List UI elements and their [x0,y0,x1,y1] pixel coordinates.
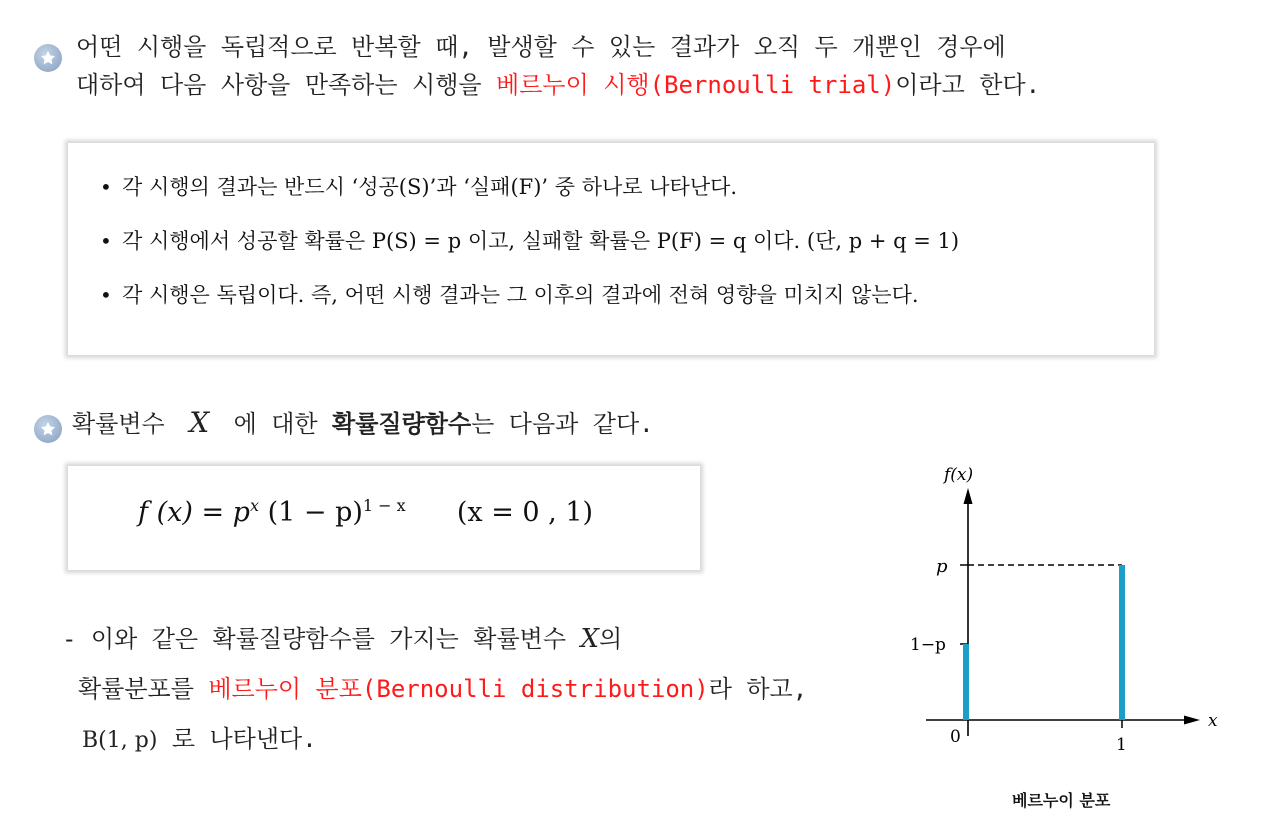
note-line-3 [62,714,807,766]
intro-text [76,28,1040,104]
pmf-term: 확률질량함수 [332,410,472,438]
pmf-heading [72,404,654,443]
note-line-2-post: 라 하고, [708,675,808,703]
intro-line-2 [76,66,1040,104]
note-line-2 [62,664,807,714]
star-bullet-icon [34,415,62,443]
intro-line-2-post: 이라고 한다. [895,71,1041,99]
pmf-heading-post: 는 다음과 같다. [471,410,654,438]
note-line-3-post: 로 나타낸다. [157,725,317,753]
pmf-heading-pre: 확률변수 [72,410,180,438]
bernoulli-distribution-term: 베르누이 분포(Bernoulli distribution) [208,675,709,703]
note-line-1-pre: - 이와 같은 확률질량함수를 가지는 확률변수 [62,625,581,653]
y-tick-label-p: p [936,556,948,577]
note-line-1-post: 의 [598,625,623,653]
condition-item: • 각 시행은 독립이다. 즉, 어떤 시행 결과는 그 이후의 결과에 전혀 영향을 미치지 않는다. [96,268,1154,322]
x-tick-label-0: 0 [950,727,961,747]
x-tick-label-1: 1 [1116,735,1127,755]
y-axis-label: f(x) [944,465,974,485]
formula-lhs: f (x) = p [138,497,250,528]
bernoulli-trial-term: 베르누이 시행(Bernoulli trial) [496,71,896,99]
random-variable-x: X [189,406,210,439]
pmf-formula [138,496,593,528]
formula-exponent-1mx: 1 − x [362,496,406,515]
formula-exponent-x: x [249,496,259,515]
formula-domain: (x = 0 , 1) [456,497,594,528]
y-axis-arrow [964,488,973,504]
binomial-notation: B(1, p) [82,728,158,753]
x-axis-arrow [1184,716,1200,725]
pmf-heading-mid: 에 대한 [233,410,333,438]
condition-item: • 각 시행에서 성공할 확률은 P(S) = p 이고, 실패할 확률은 P(F) = q 이다. (단, p + q = 1) [96,214,1154,268]
bar-x0 [963,644,969,720]
condition-item: • 각 시행의 결과는 반드시 ‘성공(S)’과 ‘실패(F)’ 중 하나로 나타난다. [96,160,1154,214]
y-tick-label-1mp: 1−p [910,635,946,655]
formula-box [68,466,700,570]
note-variable-x: X [580,624,599,654]
note-line-2-pre: 확률분포를 [78,675,209,703]
bernoulli-distribution-figure [900,458,1220,758]
intro-line-2-pre: 대하여 다음 사항을 만족하는 시행을 [76,71,497,99]
x-axis-label: x [1208,711,1218,731]
intro-line-1: 어떤 시행을 독립적으로 반복할 때, 발생할 수 있는 결과가 오직 두 개뿐인 경우에 [76,33,1006,61]
formula-middle: (1 − p) [258,497,363,528]
conditions-box [68,143,1154,355]
star-icon [38,419,58,439]
figure-caption: 베르누이 분포 [1012,791,1111,810]
star-icon [38,48,58,68]
star-bullet-icon [34,44,62,72]
bar-x1 [1119,565,1125,720]
note-text [62,614,807,766]
note-line-1 [62,614,807,664]
conditions-list [68,143,1154,322]
